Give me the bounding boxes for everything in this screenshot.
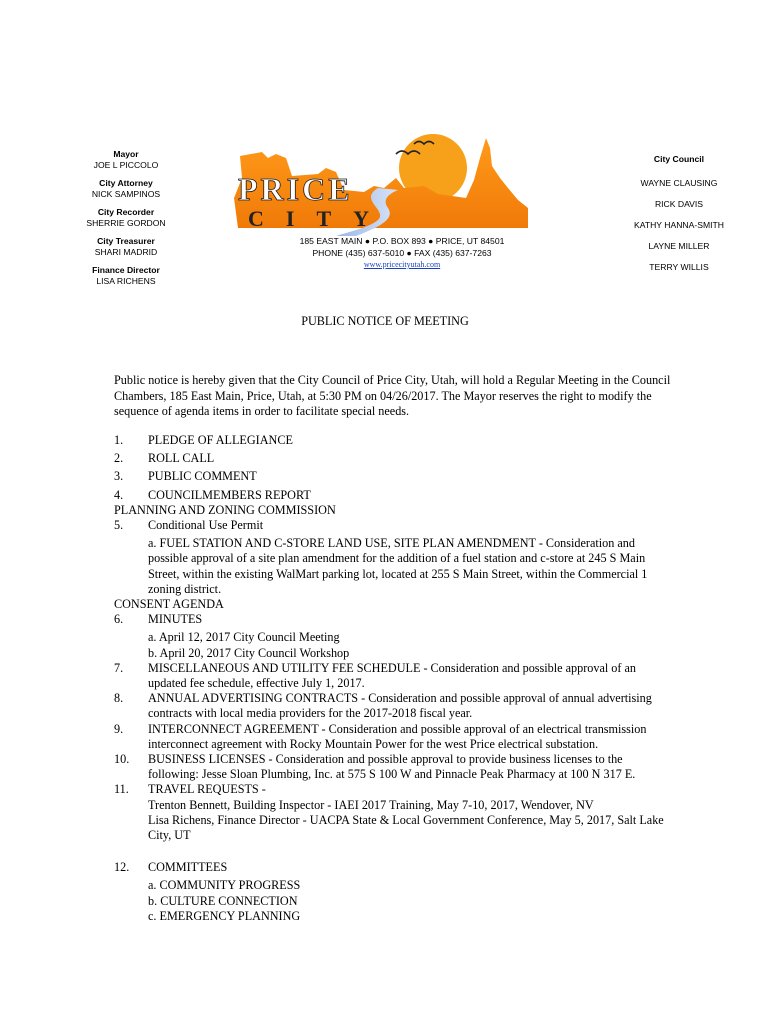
item-number: 4.: [114, 487, 124, 502]
council-member: LAYNE MILLER: [648, 241, 710, 251]
item-text: COUNCILMEMBERS REPORT: [148, 487, 311, 502]
official-recorder: [60, 207, 192, 229]
item-text: PLEDGE OF ALLEGIANCE: [148, 433, 293, 447]
official-attorney: [60, 178, 192, 200]
agenda-item: [114, 782, 674, 797]
agenda-subitem: c. EMERGENCY PLANNING: [148, 908, 301, 923]
item-text: PUBLIC COMMENT: [148, 469, 257, 484]
item-text: TRAVEL REQUESTS -: [148, 782, 266, 797]
official-mayor: [60, 149, 192, 171]
city-council-list: [620, 154, 738, 283]
agenda-subitem: a. April 12, 2017 City Council Meeting: [148, 630, 340, 645]
agenda-item: [114, 451, 674, 466]
official-name: LISA RICHENS: [96, 276, 156, 286]
item-text: MINUTES: [148, 612, 203, 627]
address-block: [262, 235, 542, 271]
section-heading: PLANNING AND ZONING COMMISSION: [114, 502, 336, 517]
item-number: 5.: [114, 518, 124, 533]
official-role: City Treasurer: [97, 236, 155, 246]
item-number: 10.: [114, 752, 130, 767]
agenda-item: [114, 488, 674, 503]
agenda-item: [114, 433, 674, 448]
official-finance-director: [60, 265, 192, 287]
agenda-list: [114, 433, 674, 924]
item-number: 11.: [114, 782, 129, 797]
agenda-subitem: Trenton Bennett, Building Inspector - IAEI 2017 Training, May 7-10, 2017, Wendover, NV: [148, 797, 594, 812]
agenda-item: [114, 612, 674, 627]
item-text: COMMITTEES: [148, 860, 228, 875]
item-number: 8.: [114, 691, 124, 706]
notice-title: PUBLIC NOTICE OF MEETING: [301, 314, 469, 328]
agenda-item: [114, 860, 674, 875]
council-member: TERRY WILLIS: [649, 262, 709, 272]
agenda-subitem: b. CULTURE CONNECTION: [148, 893, 298, 908]
agenda-item: [114, 752, 674, 782]
agenda-item: [114, 469, 674, 484]
item-number: 6.: [114, 612, 124, 627]
agenda-item: [114, 722, 674, 752]
official-role: City Recorder: [97, 207, 155, 217]
agenda-subitem: Lisa Richens, Finance Director - UACPA State & Local Government Conference, May 5, 2017, Salt Lake City, UT: [148, 812, 664, 843]
council-title: City Council: [653, 154, 705, 164]
official-name: SHERRIE GORDON: [86, 218, 166, 228]
address-line: 185 EAST MAIN ● P.O. BOX 893 ● PRICE, UT 84501: [299, 236, 505, 246]
item-text: ROLL CALL: [148, 451, 215, 466]
item-number: 7.: [114, 660, 124, 675]
council-member: WAYNE CLAUSING: [640, 178, 718, 188]
item-number: 3.: [114, 469, 124, 484]
item-number: 12.: [114, 860, 130, 875]
item-text: MISCELLANEOUS AND UTILITY FEE SCHEDULE - Consideration and possible approval of an updated fee schedule, effective July 1, 2017.: [148, 660, 636, 691]
item-text: INTERCONNECT AGREEMENT - Consideration and possible approval of an electrical transmission interconnect agreement with Rocky Mountain Power for the west Price electrical substation.: [148, 721, 647, 751]
official-role: Finance Director: [92, 265, 160, 275]
official-role: City Attorney: [99, 178, 153, 188]
agenda-item: [114, 661, 674, 691]
item-text: ANNUAL ADVERTISING CONTRACTS - Consideration and possible approval of annual advertising contracts with local media providers for the 2017-2018 fiscal year.: [148, 691, 652, 721]
agenda-subitem: a. COMMUNITY PROGRESS: [148, 878, 301, 893]
official-name: NICK SAMPINOS: [91, 189, 161, 199]
item-text: BUSINESS LICENSES - Consideration and possible approval to provide business licenses to the following: Jesse Sloan Plumbing, Inc. at 575 S 100 W and Pinnacle Peak Pharmacy at 100 N 317 E.: [148, 752, 636, 782]
intro-paragraph: Public notice is hereby given that the City Council of Price City, Utah, will hold a Regular Meeting in the Council Chambers, 185 East Main, Price, Utah, at 5:30 PM on 04/26/2017. The Mayor reserves the right to modify the sequence of agenda items in order to facilitate special needs.: [114, 373, 671, 418]
website-link[interactable]: www.pricecityutah.com: [363, 260, 441, 269]
section-heading: CONSENT AGENDA: [114, 597, 224, 612]
item-number: 2.: [114, 451, 124, 466]
official-treasurer: [60, 236, 192, 258]
council-member: RICK DAVIS: [654, 199, 704, 209]
logo-word-price: PRICE: [238, 171, 353, 207]
official-role: Mayor: [113, 149, 139, 159]
phone-line: PHONE (435) 637-5010 ● FAX (435) 637-7263: [312, 248, 492, 258]
item-number: 9.: [114, 721, 124, 736]
agenda-subitem: b. April 20, 2017 City Council Workshop: [148, 645, 350, 660]
logo-word-city: CITY: [248, 206, 392, 231]
agenda-item: [114, 518, 674, 533]
price-city-logo: [228, 128, 533, 236]
council-member: KATHY HANNA-SMITH: [634, 220, 724, 230]
agenda-item: [114, 691, 674, 721]
item-text: Conditional Use Permit: [148, 518, 264, 533]
official-name: SHARI MADRID: [94, 247, 158, 257]
agenda-subitem: a. FUEL STATION AND C-STORE LAND USE, SITE PLAN AMENDMENT - Consideration and possible approval of a site plan amendment for the addition of a fuel station and c-store at 245 S Main Street, within the existing WalMart parking lot, located at 255 S Main Street, within the Commercial 1 zoning district.: [148, 536, 648, 596]
officials-list: [60, 149, 192, 294]
item-number: 1.: [114, 433, 124, 447]
official-name: JOE L PICCOLO: [93, 160, 159, 170]
